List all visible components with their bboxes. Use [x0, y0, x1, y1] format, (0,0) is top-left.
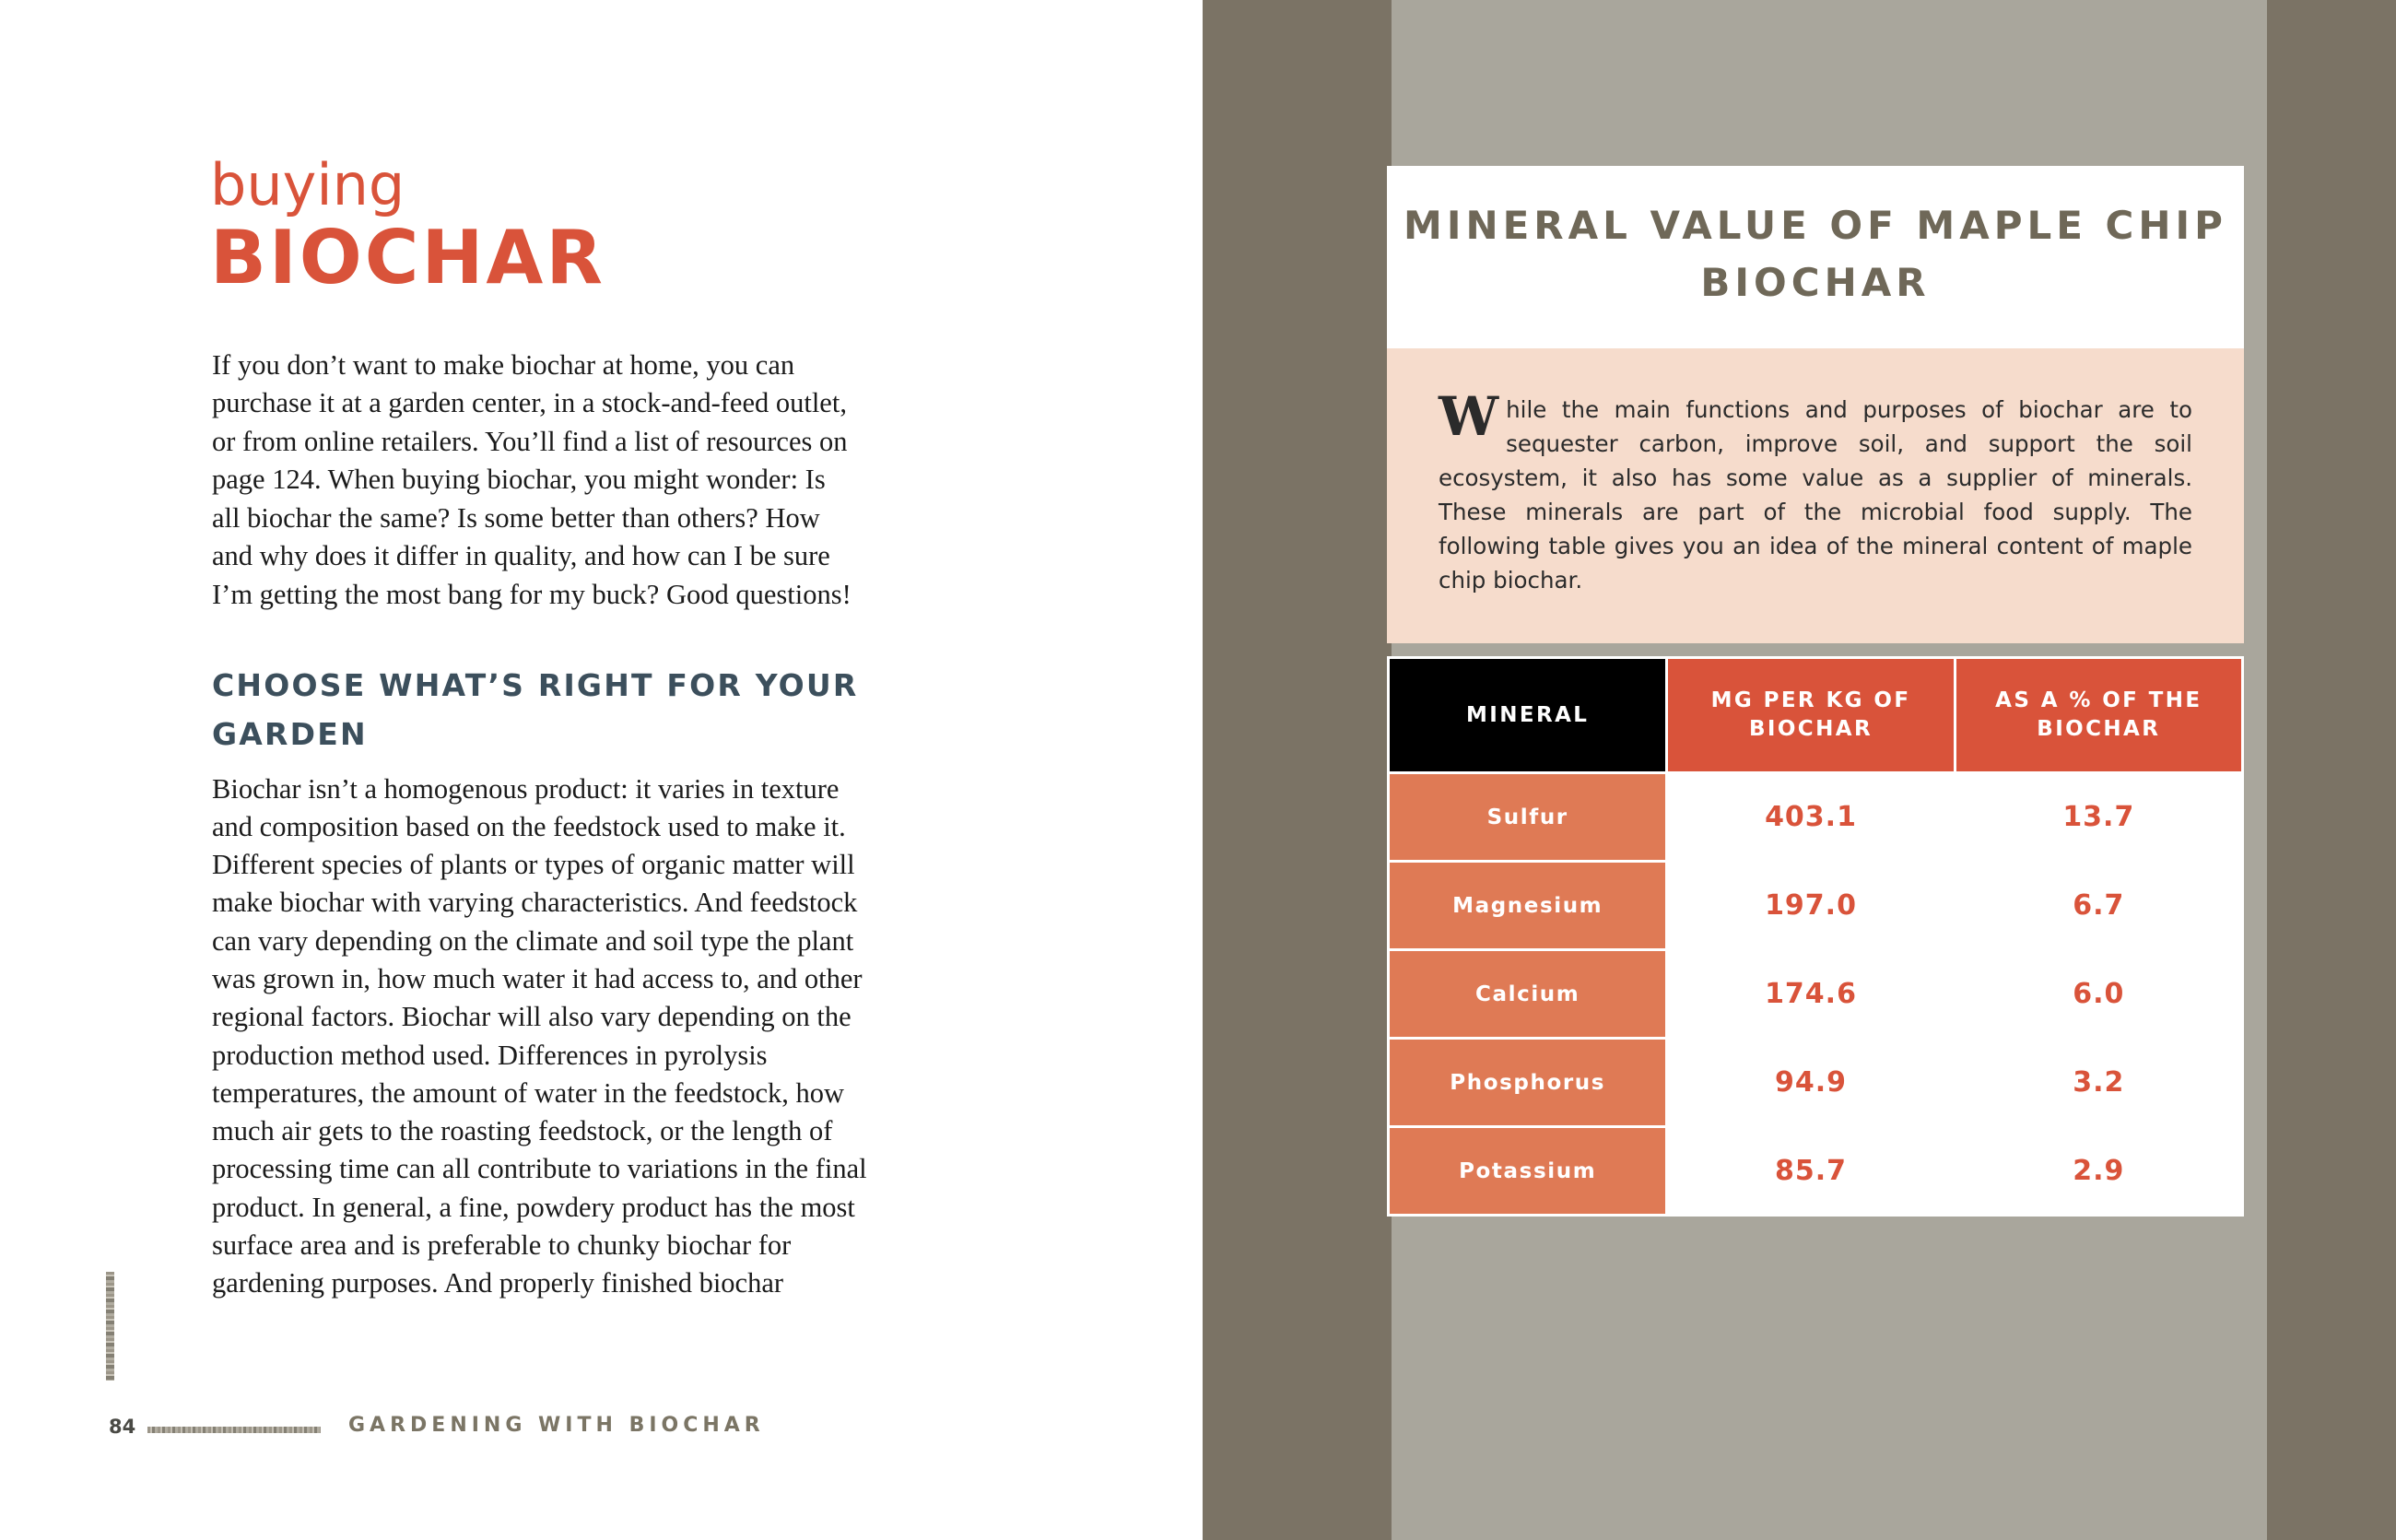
cell-mineral-name: Magnesium	[1389, 862, 1667, 950]
drop-cap: W	[1439, 385, 1499, 448]
cell-percent: 2.9	[1955, 1127, 2242, 1216]
footer-book-title: GARDENING WITH BIOCHAR	[348, 1414, 765, 1437]
cell-mg-per-kg: 94.9	[1667, 1039, 1955, 1127]
mineral-table-head	[1389, 658, 2243, 773]
cell-mineral-name: Sulfur	[1389, 773, 1667, 862]
page-title-block	[210, 151, 910, 300]
cell-mg-per-kg: 85.7	[1667, 1127, 1955, 1216]
cell-mg-per-kg: 403.1	[1667, 773, 1955, 862]
mineral-table-card	[1387, 166, 2244, 1217]
page-title-line-2: BIOCHAR	[210, 215, 605, 300]
mineral-table-intro	[1387, 348, 2244, 643]
intro-paragraph: If you don’t want to make biochar at home, you can purchase it at a garden center, in a stock-and-feed outlet, or from online retailers. You’ll find a list of resources on page 124. When buying biochar, you might wonder: Is all biochar the same? Is some better than others? How and why does it differ in quality, and how can I be sure I’m getting the most bang for my buck? Good questions!	[212, 348, 852, 610]
cell-mineral-name: Potassium	[1389, 1127, 1667, 1216]
cell-mg-per-kg: 197.0	[1667, 862, 1955, 950]
page-title-line-1: buying	[210, 151, 405, 218]
page-footer	[101, 1410, 839, 1447]
cell-mg-per-kg: 174.6	[1667, 950, 1955, 1039]
decorative-footer-rule	[147, 1427, 321, 1433]
table-header-row	[1389, 658, 2243, 773]
section-heading: CHOOSE WHAT’S RIGHT FOR YOUR GARDEN	[212, 667, 859, 753]
mineral-table-intro-text: hile the main functions and purposes of biochar are to sequester carbon, improve soil, and support the soil ecosystem, it also has some value as a supplier of minerals. These minerals are part of the microbial food supply. The following table gives you an idea of the mineral content of maple chip biochar.	[1439, 396, 2192, 594]
table-row	[1389, 1039, 2243, 1127]
mineral-table	[1387, 656, 2244, 1217]
table-row	[1389, 862, 2243, 950]
mineral-table-title: MINERAL VALUE OF MAPLE CHIP BIOCHAR	[1387, 166, 2244, 348]
column-header-mineral: MINERAL	[1389, 658, 1667, 773]
cell-percent: 13.7	[1955, 773, 2242, 862]
mineral-table-body	[1389, 773, 2243, 1216]
cell-percent: 3.2	[1955, 1039, 2242, 1127]
page-number: 84	[109, 1416, 136, 1438]
cell-mineral-name: Phosphorus	[1389, 1039, 1667, 1127]
table-row	[1389, 773, 2243, 862]
column-header-mg-per-kg: MG PER KG OF BIOCHAR	[1667, 658, 1955, 773]
cell-percent: 6.0	[1955, 950, 2242, 1039]
table-row	[1389, 950, 2243, 1039]
cell-percent: 6.7	[1955, 862, 2242, 950]
body-paragraph: Biochar isn’t a homogenous product: it varies in texture and composition based on the feedstock used to make it. Different species of plants or types of organic matter will make biochar with varying characteristics. And feedstock can vary depending on the climate and soil type the plant was grown in, how much water it had access to, and other regional factors. Biochar will also vary depending on the production method used. Differences in pyrolysis temperatures, the amount of water in the feedstock, how much air gets to the roasting feedstock, or the length of processing time can all contribute to variations in the final product. In general, a fine, powdery product has the most surface area and is preferable to chunky biochar for gardening purposes. And properly finished biochar	[212, 772, 867, 1299]
column-header-percent: AS A % OF THE BIOCHAR	[1955, 658, 2242, 773]
table-row	[1389, 1127, 2243, 1216]
cell-mineral-name: Calcium	[1389, 950, 1667, 1039]
decorative-side-rule	[106, 1272, 114, 1381]
